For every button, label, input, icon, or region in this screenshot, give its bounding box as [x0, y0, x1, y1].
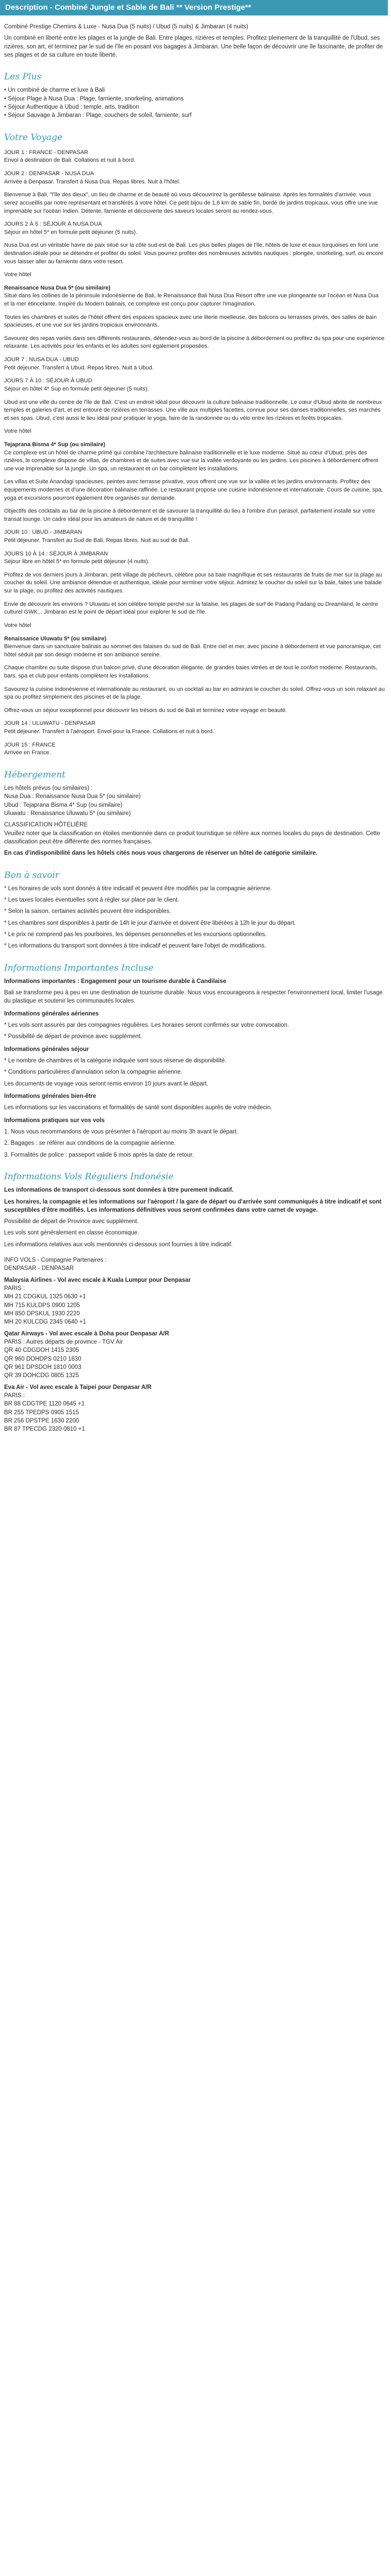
- hotel-label: Votre hôtel: [4, 428, 31, 435]
- section-title-vols: Informations Vols Réguliers Indonésie: [4, 1172, 174, 1182]
- day-title: JOUR 15 : FRANCE: [4, 741, 56, 748]
- day-text: Séjour en hôtel 5* en formule petit déjeuner (5 nuits).: [4, 229, 138, 235]
- day-block: [4, 707, 385, 715]
- list-item: Possibilité de départ de Province avec supplément.: [4, 1218, 139, 1225]
- info-vols: [4, 1256, 385, 1434]
- hotel-name: Renaissance Uluwatu 5* (ou similaire): [4, 635, 107, 642]
- section-title-hebergement: Hébergement: [4, 769, 66, 780]
- info-vols-line: MH 850 DPSKUL 1930 2220: [4, 1311, 80, 1317]
- day-text: Savourez des repas variés dans ses différents restaurants, détendez-vous au bord de la piscine à débordement ou profitez du spa pour une expérience relaxante. Les activités pour les enfants et les adultes sont également proposées.: [4, 335, 385, 350]
- day-text: Chaque chambre ou suite dispose d'un balcon privé, d'une décoration élégante, de grandes baies vitrées et de tout le confort moderne. Restaurants, bars, spa et club pour enfants complètent les installations.: [4, 665, 378, 679]
- list-item: Les informations sur les vaccinations et formalités de santé sont disponibles auprès de votre médecin.: [4, 1105, 272, 1111]
- info-vols-line: Malaysia Airlines - Vol avec escale à Kuala Lumpur pour Denpasar: [4, 1277, 191, 1283]
- list-item: Uluwatu : Renaissance Uluwatu 5* (ou similaire): [4, 810, 131, 817]
- section-title-bonasavoir: Bon à savoir: [4, 870, 59, 880]
- hotel-label: Votre hôtel: [4, 272, 31, 278]
- day-title: JOUR 14 : ULUWATU - DENPASAR: [4, 720, 96, 727]
- day-block: [4, 720, 385, 736]
- list-item: Ubud : Tejaprana Bisma 4* Sup (ou similaire): [4, 802, 123, 808]
- list-item: * Le nombre de chambres et la catégorie indiquée sont sous réserve de disponibilité.: [4, 1058, 226, 1064]
- voyage-days: [4, 149, 385, 757]
- info-vols-line: Eva Air - Vol avec escale à Taipei pour Denpasar A/R: [4, 1384, 152, 1391]
- list-item: Informations générales bien-être: [4, 1093, 96, 1100]
- day-block: [4, 507, 385, 523]
- list-item: Les informations de transport ci-dessous sont données à titre purement indicatif.: [4, 1187, 234, 1194]
- hotel-name: Renaissance Nusa Dua 5* (ou similaire): [4, 284, 111, 291]
- list-item: Informations générales aériennes: [4, 1010, 99, 1017]
- important-block: [4, 977, 385, 1159]
- info-vols-line: QR 960 DOHDPS 0210 1630: [4, 1355, 82, 1362]
- info-vols-line: BR 256 DPSTPE 1630 2200: [4, 1418, 79, 1425]
- intro: [4, 23, 385, 59]
- day-text: Petit déjeuner. Transfert à l'aéroport. Envol pour la France. Collations et nuit à bord.: [4, 728, 214, 735]
- day-block: [4, 571, 385, 596]
- day-text: Ubud est une ville du centre de l'île de Bali. C'est un endroit idéal pour découvrir la culture balinaise traditionnelle. Le cœur d'Ubud abrite de nombreux temples et galeries d'art, et est entouré de rizières en terrasses. Une ville aux multiples facettes, connue pour ses danses traditionnelles, ses marchés et ses spas. Ubud, c'est aussi le lieu idéal pour pratiquer le yoga, faire de la randonnée ou du vélo entre les rizières et forêts tropicales.: [4, 399, 382, 421]
- info-vols-line: INFO VOLS - Compagnie Partenaires :: [4, 1257, 107, 1264]
- day-title: JOUR 7 : NUSA DUA - UBUD: [4, 357, 79, 363]
- day-text: Séjour libre en hôtel 5* en formule petit déjeuner (4 nuits).: [4, 558, 150, 565]
- content: [0, 15, 391, 1434]
- list-item: * Les chambres sont disponibles à partir de 14h le jour d'arrivée et doivent être libérées à 12h le jour du départ.: [4, 920, 296, 926]
- list-item: 2. Bagages : se référer aux conditions de la compagnie aérienne.: [4, 1140, 176, 1147]
- day-title: JOURS 7 À 10 : SÉJOUR À UBUD: [4, 378, 92, 384]
- list-item: * Les horaires de vols sont donnés à titre indicatif et peuvent être modifiés par la compagnie aérienne.: [4, 885, 272, 892]
- list-item: Les documents de voyage vous seront remis environ 10 jours avant le départ.: [4, 1080, 208, 1087]
- day-block: [4, 478, 385, 502]
- list-item: * Conditions particulières d'annulation selon la compagnie aérienne.: [4, 1069, 183, 1076]
- day-title: JOUR 1 : FRANCE - DENPASAR: [4, 149, 88, 156]
- list-item: Bali se transforme peu à peu en une destination de tourisme durable. Nous vous encourageons à respecter l'environnement local, limiter l'usage du plastique et soutenir les communautés locales.: [4, 990, 383, 1005]
- list-item: • Un combiné de charme et luxe à Bali: [4, 87, 105, 94]
- list-item: 3. Formalités de police : passeport valide 6 mois après la date de retour.: [4, 1151, 194, 1158]
- day-block: [4, 170, 385, 186]
- vols-block: [4, 1186, 385, 1249]
- hebergement-note: En cas d'indisponibilité dans les hôtels cités nous vous chargerons de réserver un hôtel de catégorie similaire.: [4, 850, 318, 857]
- day-block: [4, 635, 385, 659]
- list-item: Les vols sont généralement en classe économique.: [4, 1230, 139, 1236]
- info-vols-line: BR 255 TPEDPS 0905 1515: [4, 1409, 79, 1416]
- info-vols-line: BR 87 TPECDG 2320 0810 +1: [4, 1426, 85, 1433]
- day-block: [4, 377, 385, 393]
- bonasavoir-block: [4, 885, 385, 951]
- day-block: [4, 271, 385, 279]
- list-item: • Séjour Authentique à Ubud : temple, arts, tradition: [4, 104, 139, 111]
- list-item: * Possibilité de départ de province avec supplément.: [4, 1033, 142, 1040]
- day-block: [4, 149, 385, 165]
- intro-line: Combiné Prestige Chemins & Luxe - Nusa Dua (5 nuits) / Ubud (5 nuits) & Jimbaran (4 nuits): [4, 24, 248, 30]
- day-text: Arrivée en France.: [4, 750, 51, 756]
- day-block: [4, 741, 385, 757]
- day-text: Offrez-vous un séjour exceptionnel pour découvrir les trésors du sud de Bali et terminez votre voyage en beauté.: [4, 707, 287, 714]
- hebergement-block: [4, 784, 385, 858]
- section-title-important: Informations Importantes Incluse: [4, 962, 154, 973]
- day-title: JOURS 2 À 5 : SÉJOUR À NUSA DUA: [4, 221, 102, 228]
- hotel-name: Tejaprana Bisma 4* Sup (ou similaire): [4, 441, 106, 448]
- info-vols-line: QR 39 DOHCDG 0805 1325: [4, 1372, 79, 1379]
- info-vols-line: QR 961 DPSDOH 1810 0003: [4, 1364, 82, 1371]
- day-block: [4, 441, 385, 473]
- list-item: 1. Nous vous recommandons de vous présenter à l'aéroport au moins 3h avant le départ.: [4, 1129, 238, 1136]
- banner-title: Description - Combiné Jungle et Sable de Bali ** Version Prestige**: [5, 3, 251, 12]
- day-block: [4, 664, 385, 680]
- day-block: [4, 529, 385, 545]
- list-item: * Les vols sont assurés par des compagnies régulières. Les horaires seront confirmés sur votre convocation.: [4, 1022, 289, 1029]
- info-vols-line: Qatar Airways - Vol avec escale à Doha pour Denpasar A/R: [4, 1330, 169, 1337]
- day-block: [4, 284, 385, 309]
- day-title: JOUR 2 : DENPASAR - NUSA DUA: [4, 171, 94, 177]
- day-text: Toutes les chambres et suites de l'hôtel offrent des espaces spacieux avec une literie moelleuse, des balcons ou terrasses privés, des salles de bain spacieuses, et une vue sur les jardins tropicaux environnants.: [4, 314, 377, 329]
- info-vols-line: PARIS : Autres départs de province - TGV Air: [4, 1339, 123, 1346]
- list-item: • Séjour Plage à Nusa Dua : Plage, farniente, snorkeling, animations: [4, 95, 184, 102]
- section-title-voyage: Votre Voyage: [4, 132, 63, 143]
- day-text: Ce complexe est un hôtel de charme primé qui combine l'architecture balinaise traditionnelle et le luxe moderne. Situé au cœur d'Ubud, près des rizières, le complexe dispose de villas, de chambres et de suites avec vue sur la vallée verdoyante ou les jardins. Les piscines à débordement offrent une vue imprenable sur la jungle. Un spa, un restaurant et un bar complètent les installations.: [4, 449, 378, 472]
- info-vols-line: MH 715 KULDPS 0900 1205: [4, 1302, 80, 1309]
- list-item: • Séjour Sauvage à Jimbaran : Plage, couchers de soleil, farniente, surf: [4, 112, 192, 119]
- day-text: Séjour en hôtel 4* Sup en formule petit déjeuner (5 nuits).: [4, 385, 149, 392]
- day-block: [4, 622, 385, 630]
- list-item: Les horaires, la compagnie et les informations sur l'aéroport / la gare de départ ou d'arrivée sont communiqués à titre indicatif et sont susceptibles d'être modifiés. Les informations définitives vous seront confirmées dans votre carnet de voyage.: [4, 1198, 382, 1213]
- day-text: Profitez de vos derniers jours à Jimbaran, petit village de pêcheurs, célèbre pour sa baie magnifique et ses restaurants de fruits de mer sur la plage au coucher du soleil. Une ambiance détendue et authentique, idéale pour terminer votre séjour. Admirez le coucher du soleil sur la baie, faites une balade sur la plage, ou profitez des activités nautiques.: [4, 571, 382, 595]
- day-text: Savourez la cuisine indonésienne et internationale au restaurant, ou un cocktail au bar en admirant le coucher du soleil. Offrez-vous un soin relaxant au spa ou profitez simplement des piscines et de la plage.: [4, 686, 385, 701]
- info-vols-line: DENPASAR - DENPASAR: [4, 1265, 74, 1272]
- info-vols-line: MH 20 KULCDG 2345 0640 +1: [4, 1319, 86, 1326]
- day-text: Objectifs des cocktails au bar de la piscine à débordement et de savourer la tranquillité du lieu à l'ombre d'un parasol, parfaitement installé sur votre transat lounge. Un cadre idéal pour les amateurs de nature et de tranquillité !: [4, 508, 375, 522]
- day-text: Envol à destination de Bali. Collations et nuit à bord.: [4, 157, 136, 164]
- info-vols-line: PARIS :: [4, 1393, 25, 1399]
- day-block: [4, 314, 385, 330]
- list-item: Informations pratiques sur vos vols: [4, 1117, 105, 1124]
- day-text: Les villas et Suite Anandagi spacieuses, peintes avec terrasse privative, vous offrent une vue sur la vallée et les jardins environnants. Profitez des équipements modernes et d'une décoration balinaise raffinée. Le restaurant propose une cuisine indonésienne et internationale. Cours de cuisine, spa, yoga et excursions pourront également être organisés sur demande.: [4, 479, 383, 501]
- day-text: Petit déjeuner. Transfert au Sud de Bali. Repas libres. Nuit au sud de Bali.: [4, 537, 190, 544]
- day-block: [4, 686, 385, 702]
- day-text: Petit déjeuner. Transfert à Ubud. Repas libres. Nuit à Ubud.: [4, 364, 154, 371]
- list-item: Les informations relatives aux vols mentionnés ci-dessous sont fournies à titre indicatif.: [4, 1241, 233, 1248]
- day-title: JOUR 10 : UBUD - JIMBARAN: [4, 529, 82, 536]
- classification-text: Veuillez noter que la classification en étoiles mentionnée dans ce produit touristique se réfère aux normes locales du pays de destination. Cette classification peut être différente des normes françaises.: [4, 830, 380, 845]
- description-banner: [0, 0, 388, 15]
- list-item: * Selon la saison, certaines activités peuvent être indisponibles.: [4, 908, 171, 915]
- info-vols-line: QR 40 CDGDOH 1415 2305: [4, 1347, 79, 1354]
- day-text: Arrivée à Denpasar. Transfert à Nusa Dua. Repas libres. Nuit à l'hôtel.: [4, 178, 181, 185]
- hotel-label: Votre hôtel: [4, 622, 31, 629]
- intro-line: Un combiné en liberté entre les plages et la jungle de Bali. Entre plages, rizières et temples. Profitez pleinement de la tranquillité de l'Ubud, ses rizières, son art, et terminez par le sud de l'île en posant vos bagages à Jimbaran. Une belle façon de découvrir une île fascinante, de profiter de ses plages et de sa culture en toute liberté.: [4, 35, 383, 58]
- list-item: Informations générales séjour: [4, 1046, 89, 1053]
- list-item: * Les taxes locales éventuelles sont à régler sur place par le client.: [4, 897, 180, 904]
- day-block: [4, 191, 385, 215]
- list-item: * Les informations du transport sont données à titre indicatif et peuvent faire l'objet de modifications.: [4, 943, 266, 950]
- day-title: JOURS 10 À 14 : SÉJOUR À JIMBARAN: [4, 550, 108, 557]
- plus-list: [4, 86, 385, 120]
- section-title-plus: Les Plus: [4, 72, 42, 82]
- day-block: [4, 356, 385, 372]
- classification-title: CLASSIFICATION HÔTELIÈRE: [4, 822, 88, 828]
- list-item: Informations importantes : Engagement pour un tourisme durable à Candilaise: [4, 978, 226, 985]
- list-item: Les hôtels prévus (ou similaires) :: [4, 785, 93, 791]
- day-text: Bienvenue à Bali, "l'île des dieux", un lieu de charme et de beauté où vous découvrirez la gentillesse balinaise. Après les formalités d'arrivée, vous serez accueillis par notre représentant et transférés à votre hôtel. Ce petit bijou de 1,6 km de sable fin, bordé de jardins tropicaux, vous offre une vue imprenable sur l'océan Indien. Détente, farniente et découverte des saveurs locales seront au rendez-vous.: [4, 192, 378, 214]
- day-block: [4, 335, 385, 351]
- day-text: Nusa Dua est un véritable havre de paix situé sur la côte sud-est de Bali. Les plus belles plages de l'île, hôtels de luxe et eaux turquoises en font une destination idéale pour se détendre et profiter du soleil. Vous pourrez profiter des nombreuses activités nautiques : plongée, snorkeling, surf, ou encore vous laisser aller au farniente dans votre resort.: [4, 242, 383, 265]
- day-block: [4, 221, 385, 236]
- day-block: [4, 550, 385, 566]
- day-block: [4, 601, 385, 617]
- day-text: Situé dans les collines de la péninsule indonésienne de Bali, le Renaissance Bali Nusa Dua Resort offre une vue plongeante sur l'océan et Nusa Dua et la mer étincelante. Inspiré du Modern balinais, ce complexe est conçu pour capturer l'imagination.: [4, 293, 379, 308]
- info-vols-line: MH 21 CDGKUL 1325 0630 +1: [4, 1294, 86, 1300]
- info-vols-line: BR 88 CDGTPE 1120 0645 +1: [4, 1401, 85, 1408]
- day-text: Bienvenue dans un sanctuaire balinais au sommet des falaises du sud de Bali. Entre ciel et mer, avec piscine à débordement et vue panoramique, cet hôtel séduit par son design moderne et son ambiance sereine.: [4, 643, 381, 658]
- info-vols-line: PARIS :: [4, 1285, 25, 1292]
- day-block: [4, 399, 385, 423]
- list-item: Nusa Dua : Renaissance Nusa Dua 5* (ou similaire): [4, 793, 141, 800]
- day-text: Envie de découvrir les environs ? Uluwatu et son célèbre temple perché sur la falaise, les plages de surf de Padang Padang ou Dreamland, le centre culturel GWK... Jimbaran est le point de départ idéal pour explorer le sud de l'île.: [4, 601, 378, 616]
- day-block: [4, 428, 385, 436]
- day-block: [4, 242, 385, 266]
- list-item: * Le prix ne comprend pas les pourboires, les dépenses personnelles et les excursions optionnelles.: [4, 931, 267, 938]
